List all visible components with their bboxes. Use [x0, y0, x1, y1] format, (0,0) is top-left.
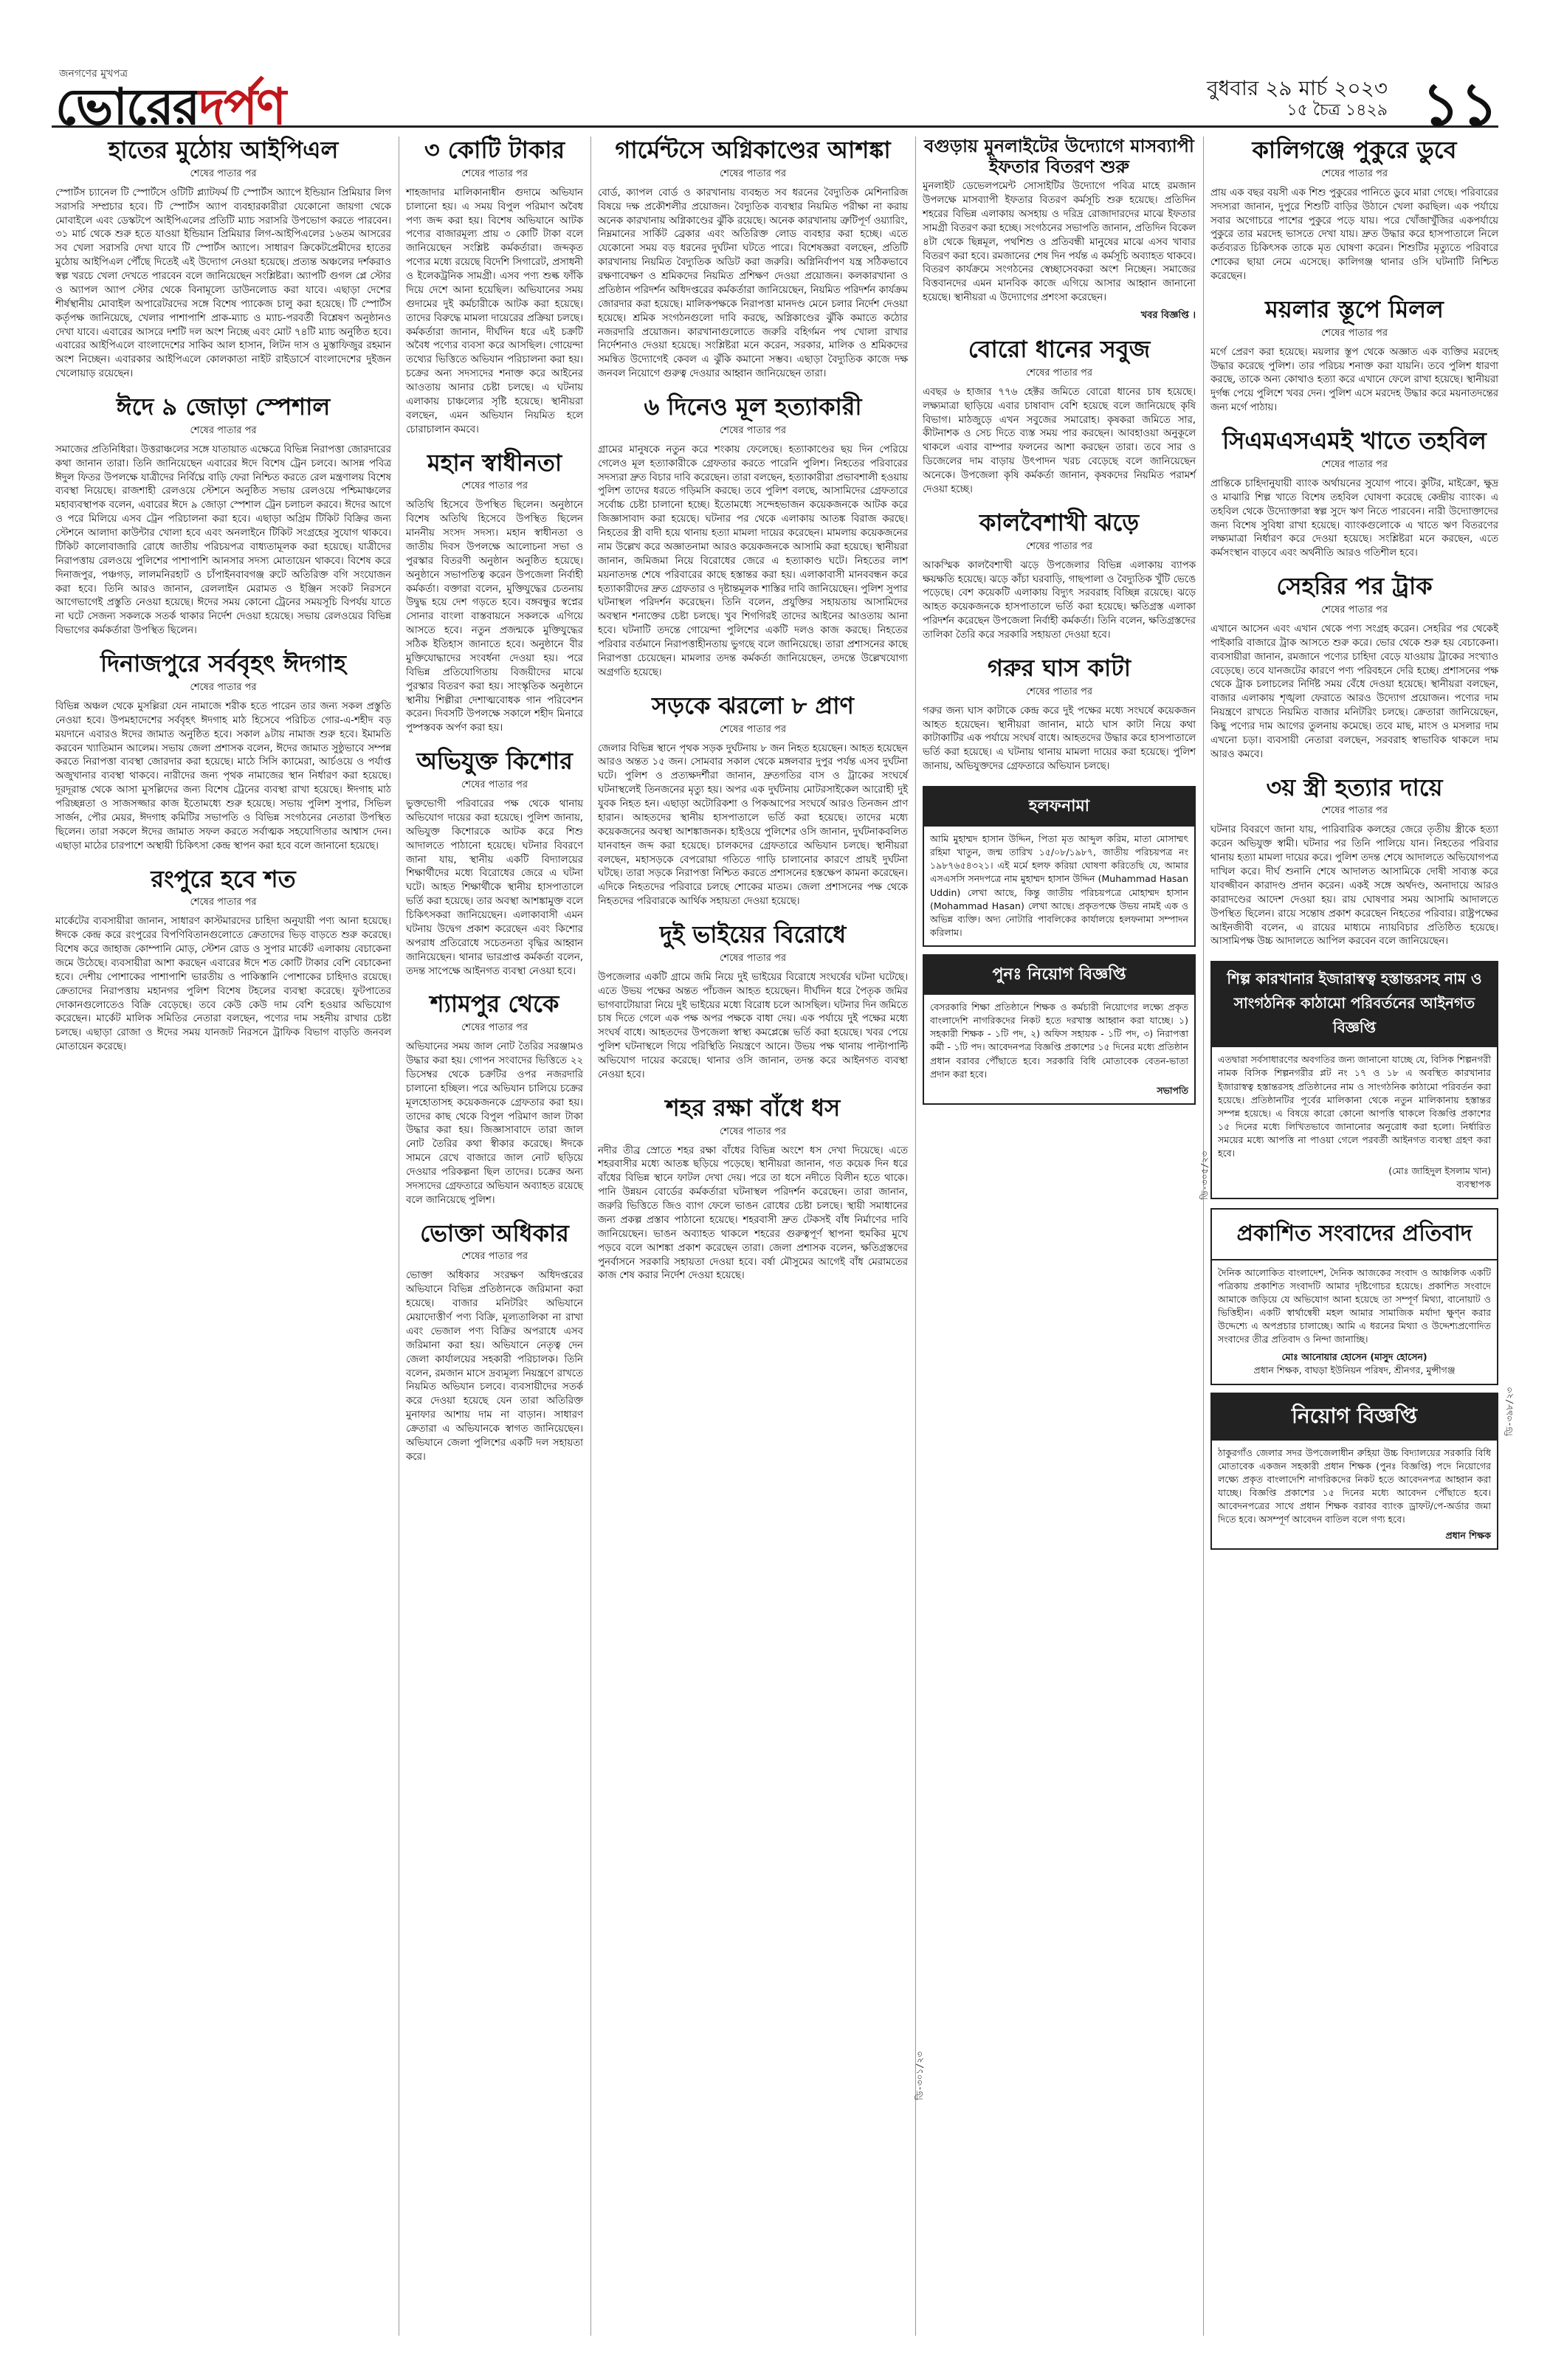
story-headline: রংপুরে হবে শত — [151, 864, 296, 893]
story-three-crore — [406, 137, 583, 438]
story-headline: কালিগঞ্জে পুকুরে ডুবে — [1252, 136, 1457, 164]
notice-title: নিয়োগ বিজ্ঞপ্তি — [1212, 1394, 1497, 1441]
story-ipl — [55, 137, 391, 382]
story-body: মুনলাইট ডেভেলপমেন্ট সোসাইটির উদ্যোগে পবিত্র মাহে রমজান উপলক্ষে মাসব্যাপী ইফতার বিতরণ কর্মসূচি শুরু হয়েছে। প্রতিদিন শহরের বিভিন্ন এলাকায় অসহায় ও দরিদ্র রোজাদারদের মাঝে ইফতার সামগ্রী বিতরণ করা হচ্ছে। সংগঠনের সভাপতি জানান, প্রতিদিন বিকেল ৪টা থেকে ছিন্নমূল, পথশিশু ও প্রতিবন্ধী মানুষের মাঝে এসব খাবার বিতরণ করা হবে। রমজানের শেষ দিন পর্যন্ত এ কর্মসূচি অব্যাহত থাকবে। বিতরণ কার্যক্রমে সংগঠনের স্বেচ্ছাসেবকরা অংশ নিচ্ছেন। সমাজের বিত্তবানদের এমন মানবিক কাজে এগিয়ে আসার আহ্বান জানানো হয়েছে। স্থানীয়রা এ উদ্যোগের প্রশংসা করেছেন। — [923, 181, 1196, 304]
story-grass — [923, 655, 1196, 774]
story-garbage — [1210, 296, 1498, 415]
ad-code-stamp: ডি-৩০১/২৩ — [914, 2052, 925, 2100]
column-3 — [598, 137, 908, 1295]
story-body: এখানে আসেন এবং এখান থেকে পণ্য সংগ্রহ করেন। সেহরির পর থেকেই পাইকারি বাজারে ট্রাক আসতে শুরু করে। ভোর থেকে শুরু হয় বেচাকেনা। ব্যবসায়ীরা জানান, রমজানে পণ্যের চাহিদা বেড়ে যাওয়ায় ট্রাকের সংখ্যাও বেড়েছে। তবে যানজটের কারণে পণ্য পরিবহনে দেরি হচ্ছে। প্রশাসনের পক্ষ থেকে ট্রাক চলাচলের নির্দিষ্ট সময় বেঁধে দেওয়া হয়েছে। স্থানীয়রা বলছেন, বাজার এলাকায় শৃঙ্খলা ফেরাতে আরও উদ্যোগ প্রয়োজন। পণ্যের দাম নিয়ন্ত্রণে রাখতে নিয়মিত বাজার মনিটরিং চলছে। ক্রেতারা জানিয়েছেন, কিছু পণ্যের দাম আগের তুলনায় কমেছে। তবে মাছ, মাংস ও মসলার দাম এখনো চড়া। ব্যবসায়ী নেতারা বলছেন, সরবরাহ স্বাভাবিক থাকলে দাম আরও কমবে। — [1210, 623, 1498, 760]
story-headline: সড়কে ঝরলো ৮ প্রাণ — [652, 691, 854, 720]
story-continuation: শেষের পাতার পর — [461, 480, 528, 492]
story-continuation: শেষের পাতার পর — [190, 424, 257, 436]
logo-word-1: ভোরের — [55, 78, 199, 137]
story-body: প্রায় এক বছর বয়সী এক শিশু পুকুরের পানিতে ডুবে মারা গেছে। পরিবারের সদস্যরা জানান, দুপুরে শিশুটি বাড়ির উঠানে খেলা করছিল। এক পর্যায়ে সবার অগোচরে পাশের পুকুরে পড়ে যায়। পরে খোঁজাখুঁজির একপর্যায়ে পুকুরে তার মরদেহ ভাসতে দেখা যায়। দ্রুত উদ্ধার করে হাসপাতালে নিলে কর্তব্যরত চিকিৎসক তাকে মৃত ঘোষণা করেন। শিশুটির মৃত্যুতে পরিবারে শোকের ছায়া নেমে এসেছে। কালিগঞ্জ থানার ওসি ঘটনাটি নিশ্চিত করেছেন। — [1210, 187, 1498, 283]
notice-body: আমি মুহাম্মদ হাসান উদ্দিন, পিতা মৃত আব্দুল করিম, মাতা মোসাম্মৎ রহিমা খাতুন, জন্ম তারিখ ১৫/০৮/১৯৮৭, জাতীয় পরিচয়পত্র নং ১৯৮৭৬৫৪৩২১। এই মর্মে হলফ করিয়া ঘোষণা করিতেছি যে, আমার এসএসসি সনদপত্রে নাম মুহাম্মদ হাসান উদ্দিন (Muhammad Hasan Uddin) লেখা আছে, কিন্তু জাতীয় পরিচয়পত্রে মোহাম্মদ হাসান (Mohammad Hasan) লেখা আছে। প্রকৃতপক্ষে উভয় নামই এক ও অভিন্ন ব্যক্তি। অদ্য নোটারি পাবলিকের কার্যালয়ে হলফনামা সম্পাদন করিলাম। — [930, 833, 1188, 938]
story-body: নদীর তীব্র স্রোতে শহর রক্ষা বাঁধের বিভিন্ন অংশে ধস দেখা দিয়েছে। এতে শহরবাসীর মধ্যে আতঙ্ক ছড়িয়ে পড়েছে। স্থানীয়রা জানান, গত কয়েক দিন ধরে বাঁধের বিভিন্ন স্থানে ফাটল দেখা দেয়। পরে তা ধসে নদীতে বিলীন হতে থাকে। পানি উন্নয়ন বোর্ডের কর্মকর্তারা ঘটনাস্থল পরিদর্শন করেছেন। তারা জানান, জরুরি ভিত্তিতে জিও ব্যাগ ফেলে ভাঙন রোধের চেষ্টা চলছে। স্থায়ী সমাধানের জন্য প্রকল্প প্রস্তাব পাঠানো হয়েছে। শহরবাসী দ্রুত টেকসই বাঁধ নির্মাণের দাবি জানিয়েছেন। ভাঙন অব্যাহত থাকলে শহরের গুরুত্বপূর্ণ স্থাপনা হুমকির মুখে পড়বে বলে আশঙ্কা প্রকাশ করেছেন তারা। জেলা প্রশাসক বলেন, ক্ষতিগ্রস্তদের পুনর্বাসনে সরকারি সহায়তা দেওয়া হবে। বর্ষা মৌসুমের আগেই বাঁধ মেরামতের কাজ শেষ করার নির্দেশ দেওয়া হয়েছে। — [598, 1145, 908, 1282]
affidavit-notice — [923, 786, 1196, 947]
story-sehri-truck — [1210, 573, 1498, 762]
page-number: ১১ — [1422, 70, 1498, 139]
masthead-tagline: জনগণের মুখপত্র — [59, 68, 128, 80]
column-rule — [915, 137, 916, 2336]
story-continuation: শেষের পাতার পর — [719, 424, 787, 436]
story-headline: ভোক্তা অধিকার — [420, 1218, 569, 1247]
masthead — [52, 52, 1498, 139]
story-body: স্পোর্টস চ্যানেল টি স্পোর্টসে ওটিটি প্ল্যাটফর্ম টি স্পোর্টস অ্যাপে ইন্ডিয়ান প্রিমিয়ার লিগ সরাসরি সম্প্রচার হবে। টি স্পোর্টস অ্যাপ ব্যবহারকারীরা যেকোনো জায়গা থেকে মোবাইলে এবং ডেস্কটপে আইপিএলের প্রতিটি ম্যাচ সরাসরি উপভোগ করতে পারবেন। ৩১ মার্চ থেকে শুরু হতে যাওয়া ইন্ডিয়ান প্রিমিয়ার লিগ-আইপিএলের ১৬তম আসরের সব খেলা সরাসরি দেখা যাবে টি স্পোর্টস অ্যাপে। সাধারণ ক্রিকেটপ্রেমীদের হাতের মুঠোয় আইপিএল পৌঁছে দিতেই এই উদ্যোগ নেওয়া হয়েছে। প্রত্যন্ত অঞ্চলের দর্শকরাও স্বল্প খরচে খেলা দেখতে পারবেন বলে জানিয়েছেন সংশ্লিষ্টরা। অ্যাপটি গুগল প্লে স্টোর ও অ্যাপল অ্যাপ স্টোর থেকে বিনামূল্যে ডাউনলোড করা যাবে। এছাড়া দেশের শীর্ষস্থানীয় মোবাইল অপারেটরদের সঙ্গে বিশেষ প্যাকেজ চালু করা হয়েছে। টি স্পোর্টস কর্তৃপক্ষ জানিয়েছে, খেলার পাশাপাশি প্রাক-ম্যাচ ও ম্যাচ-পরবর্তী বিশ্লেষণ অনুষ্ঠানও দেখা যাবে। এবারের আসরে দশটি দল অংশ নিচ্ছে এবং মোট ৭৪টি ম্যাচ অনুষ্ঠিত হবে। এবারের আইপিএলে বাংলাদেশের সাকিব আল হাসান, লিটন দাস ও মুস্তাফিজুর রহমান অংশ নিচ্ছেন। এবারকার আইপিএলে কোলকাতা নাইট রাইডার্সে বাংলাদেশের দুইজন খেলোয়াড় রয়েছেন। — [55, 187, 391, 380]
story-wife-murder — [1210, 774, 1498, 950]
story-brothers — [598, 921, 908, 1083]
story-continuation: শেষের পাতার পর — [1320, 327, 1388, 339]
appointment-notice — [1210, 1393, 1498, 1551]
story-consumer — [406, 1220, 583, 1465]
story-headline: মহান স্বাধীনতা — [427, 448, 562, 477]
story-body: ঘটনার বিবরণে জানা যায়, পারিবারিক কলহের জেরে তৃতীয় স্ত্রীকে হত্যা করেন অভিযুক্ত স্বামী। ঘটনার পর তিনি পালিয়ে যান। নিহতের পরিবার থানায় হত্যা মামলা দায়ের করে। পুলিশ তদন্ত শেষে আদালতে অভিযোগপত্র দাখিল করে। দীর্ঘ শুনানি শেষে আদালত আসামিকে দোষী সাব্যস্ত করে যাবজ্জীবন কারাদণ্ড প্রদান করেন। একই সঙ্গে অর্থদণ্ড, অনাদায়ে আরও কারাদণ্ডের আদেশ দেওয়া হয়। রায় ঘোষণার সময় আসামি আদালতে উপস্থিত ছিলেন। রায়ে সন্তোষ প্রকাশ করেছেন নিহতের পরিবার। রাষ্ট্রপক্ষের আইনজীবী বলেন, এ রায়ের মাধ্যমে ন্যায়বিচার প্রতিষ্ঠিত হয়েছে। আসামিপক্ষ উচ্চ আদালতে আপিল করবেন বলে জানিয়েছেন। — [1210, 824, 1498, 948]
story-body: অভিযানের সময় জাল নোট তৈরির সরঞ্জামও উদ্ধার করা হয়। গোপন সংবাদের ভিত্তিতে ২২ ডিসেম্বর থেকে চক্রটির ওপর নজরদারি চালানো হচ্ছিল। পরে অভিযান চালিয়ে চক্রের মূলহোতাসহ কয়েকজনকে গ্রেফতার করা হয়। তাদের কাছ থেকে বিপুল পরিমাণ জাল টাকা উদ্ধার করা হয়। জিজ্ঞাসাবাদে তারা জাল নোট তৈরির কথা স্বীকার করেছে। ঈদকে সামনে রেখে বাজারে জাল নোট ছড়িয়ে দেওয়ার পরিকল্পনা ছিল তাদের। চক্রের অন্য সদস্যদের গ্রেফতারে অভিযান অব্যাহত রয়েছে বলে জানিয়েছে পুলিশ। — [406, 1041, 583, 1206]
story-body: জেলার বিভিন্ন স্থানে পৃথক সড়ক দুর্ঘটনায় ৮ জন নিহত হয়েছেন। আহত হয়েছেন আরও অন্তত ১৫ জন। সোমবার সকাল থেকে মঙ্গলবার দুপুর পর্যন্ত এসব দুর্ঘটনা ঘটে। পুলিশ ও প্রত্যক্ষদর্শীরা জানান, দ্রুতগতির বাস ও ট্রাকের সংঘর্ষে ঘটনাস্থলেই তিনজনের মৃত্যু হয়। অপর এক দুর্ঘটনায় মোটরসাইকেল আরোহী দুই যুবক নিহত হন। এছাড়া অটোরিকশা ও পিকআপের সংঘর্ষে আরও তিনজন প্রাণ হারান। আহতদের স্থানীয় হাসপাতালে ভর্তি করা হয়েছে। তাদের মধ্যে কয়েকজনের অবস্থা আশঙ্কাজনক। হাইওয়ে পুলিশের ওসি জানান, দুর্ঘটনাকবলিত যানবাহন জব্দ করা হয়েছে। চালকদের গ্রেফতারে অভিযান চলছে। স্থানীয়রা বলছেন, মহাসড়কে বেপরোয়া গতিতে গাড়ি চালানোর কারণে প্রায়ই দুর্ঘটনা ঘটছে। তারা সড়কে নিরাপত্তা নিশ্চিত করতে প্রশাসনের হস্তক্ষেপ কামনা করেছেন। এদিকে নিহতদের পরিবারে চলছে শোকের মাতম। জেলা প্রশাসনের পক্ষ থেকে নিহতদের পরিবারকে আর্থিক সহায়তা দেওয়া হয়েছে। — [598, 742, 908, 908]
story-headline: কালবৈশাখী ঝড়ে — [979, 508, 1140, 537]
story-headline: বগুড়ায় মুনলাইটের উদ্যোগে মাসব্যাপী ইফতার বিতরণ শুরু — [924, 136, 1194, 177]
story-embankment — [598, 1094, 908, 1284]
notice-title: প্রকাশিত সংবাদের প্রতিবাদ — [1212, 1210, 1497, 1260]
issue-date: বুধবার ২৯ মার্চ ২০২৩ — [1206, 76, 1388, 100]
notice-content — [1212, 1260, 1497, 1384]
story-body: আকস্মিক কালবৈশাখী ঝড়ে উপজেলার বিভিন্ন এলাকায় ব্যাপক ক্ষয়ক্ষতি হয়েছে। ঝড়ে কাঁচা ঘরবাড়ি, গাছপালা ও বৈদ্যুতিক খুঁটি ভেঙে পড়েছে। বেশ কয়েকটি এলাকায় বিদ্যুৎ সরবরাহ বিচ্ছিন্ন রয়েছে। ঝড়ে আহত কয়েকজনকে হাসপাতালে ভর্তি করা হয়েছে। ক্ষতিগ্রস্ত এলাকা পরিদর্শন করেছেন উপজেলা নির্বাহী কর্মকর্তা। তিনি বলেন, ক্ষতিগ্রস্তদের তালিকা তৈরি করে সরকারি সহায়তা দেওয়া হবে। — [923, 559, 1196, 641]
story-continuation: শেষের পাতার পর — [461, 779, 528, 791]
story-headline: ৩ কোটি টাকার — [424, 136, 565, 164]
story-continuation: শেষের পাতার পর — [1320, 604, 1388, 615]
story-headline: ঈদে ৯ জোড়া স্পেশাল — [116, 393, 331, 421]
story-headline: হাতের মুঠোয় আইপিএল — [108, 136, 339, 164]
notice-body: বেসরকারি শিক্ষা প্রতিষ্ঠানে শিক্ষক ও কর্মচারী নিয়োগের লক্ষ্যে প্রকৃত বাংলাদেশি নাগরিকদের নিকট হতে দরখাস্ত আহ্বান করা যাচ্ছে। ১) সহকারী শিক্ষক - ১টি পদ, ২) অফিস সহায়ক - ১টি পদ, ৩) নিরাপত্তা কর্মী - ১টি পদ। আবেদনপত্র বিজ্ঞপ্তি প্রকাশের ১৫ দিনের মধ্যে প্রতিষ্ঠান প্রধান বরাবর পৌঁছাতে হবে। সরকারি বিধি মোতাবেক বেতন-ভাতা প্রদান করা হবে। — [930, 1001, 1188, 1080]
story-sme-fund — [1210, 427, 1498, 561]
story-body: বিভিন্ন অঞ্চল থেকে মুসল্লিরা যেন নামাজে শরীক হতে পারেন তার জন্য সকল প্রস্তুতি নেওয়া হবে। উপমহাদেশের সর্ববৃহৎ ঈদগাহ মাঠ হিসেবে পরিচিত গোর-এ-শহীদ বড় ময়দানে এবারও ঈদের জামাত অনুষ্ঠিত হবে। সকাল ৯টায় নামাজ শুরু হবে। ইমামতি করবেন খ্যাতিমান আলেম। সভায় জেলা প্রশাসক বলেন, ঈদের জামাত সুষ্ঠুভাবে সম্পন্ন করতে নিরাপত্তা ব্যবস্থা জোরদার করা হয়েছে। মাঠে সিসি ক্যামেরা, আর্চওয়ে ও পর্যাপ্ত অজুখানার ব্যবস্থা থাকবে। নারীদের জন্য পৃথক নামাজের স্থান নির্ধারণ করা হয়েছে। দূরদূরান্ত থেকে আসা মুসল্লিদের জন্য বিশেষ ট্রেনের ব্যবস্থা রাখা হয়েছে। ঈদগাহ মাঠ পরিচ্ছন্নতা ও সাজসজ্জার কাজ ইতোমধ্যে শুরু হয়েছে। সভায় পুলিশ সুপার, সিভিল সার্জন, পৌর মেয়র, ঈদগাহ কমিটির সভাপতি ও বিভিন্ন সংগঠনের নেতারা উপস্থিত ছিলেন। তারা সকলে ঈদের জামাত সফল করতে সর্বাত্মক সহযোগিতার আশ্বাস দেন। এছাড়া মাঠের চারপাশে অস্থায়ী চিকিৎসা কেন্দ্র স্থাপন করা হবে বলে জানানো হয়েছে। — [55, 700, 391, 852]
story-rangpur — [55, 866, 391, 1055]
notice-body: এতদ্বারা সর্বসাধারণের অবগতির জন্য জানানো যাচ্ছে যে, বিসিক শিল্পনগরী নামক বিসিক শিল্পনগরীর প্লট নং ১৭ ও ১৮ এ অবস্থিত কারখানার ইজারাস্বত্ব হস্তান্তরসহ প্রতিষ্ঠানের নাম ও সাংগঠনিক কাঠামো পরিবর্তন করা হয়েছে। প্রতিষ্ঠানটির পূর্বের মালিকানা থেকে নতুন মালিকানায় হস্তান্তর সম্পন্ন হয়েছে। এ বিষয়ে কারো কোনো আপত্তি থাকলে বিজ্ঞপ্তি প্রকাশের ১৫ দিনের মধ্যে লিখিতভাবে জানানোর অনুরোধ করা হলো। নির্ধারিত সময়ের মধ্যে আপত্তি না পাওয়া গেলে পরবর্তী আইনগত ব্যবস্থা গ্রহণ করা হবে। — [1218, 1054, 1491, 1159]
story-independence — [406, 449, 583, 737]
story-continuation: শেষের পাতার পর — [461, 1251, 528, 1263]
story-continuation: শেষের পাতার পর — [719, 723, 787, 735]
story-headline: ময়লার স্তূপে মিলল — [1265, 294, 1444, 323]
column-2 — [406, 137, 583, 1477]
story-continuation: শেষের পাতার পর — [190, 897, 257, 908]
notice-title: শিল্প কারখানার ইজারাস্বত্ব হস্তান্তরসহ নাম ও সাংগঠনিক কাঠামো পরিবর্তনের আইনগত বিজ্ঞপ্তি — [1212, 962, 1497, 1047]
column-rule — [1203, 137, 1204, 2336]
notice-content — [924, 995, 1194, 1103]
story-continuation: শেষের পাতার পর — [719, 952, 787, 964]
story-headline: গার্মেন্টসে অগ্নিকাণ্ডের আশঙ্কা — [615, 136, 891, 164]
story-murder — [598, 393, 908, 680]
story-headline: দিনাজপুরে সর্ববৃহৎ ঈদগাহ — [100, 649, 346, 678]
story-continuation: শেষের পাতার পর — [461, 1022, 528, 1034]
notice-title: হলফনামা — [924, 787, 1194, 827]
story-continuation: শেষের পাতার পর — [190, 681, 257, 693]
story-boro — [923, 336, 1196, 497]
story-headline: ৬ দিনেও মূল হত্যাকারী — [644, 393, 862, 421]
story-body: অতিথি হিসেবে উপস্থিত ছিলেন। অনুষ্ঠানে বিশেষ অতিথি হিসেবে উপস্থিত ছিলেন মাননীয় সংসদ সদস্য। মহান স্বাধীনতা ও জাতীয় দিবস উপলক্ষে আলোচনা সভা ও পুরস্কার বিতরণী অনুষ্ঠান অনুষ্ঠিত হয়েছে। অনুষ্ঠানে সভাপতিত্ব করেন উপজেলা নির্বাহী কর্মকর্তা। বক্তারা বলেন, মুক্তিযুদ্ধের চেতনায় উদ্বুদ্ধ হয়ে দেশ গড়তে হবে। বঙ্গবন্ধুর স্বপ্নের সোনার বাংলা বাস্তবায়নে সকলকে এগিয়ে আসতে হবে। নতুন প্রজন্মকে মুক্তিযুদ্ধের সঠিক ইতিহাস জানাতে হবে। অনুষ্ঠানে বীর মুক্তিযোদ্ধাদের সংবর্ধনা দেওয়া হয়। পরে বিভিন্ন প্রতিযোগিতায় বিজয়ীদের মাঝে পুরস্কার বিতরণ করা হয়। সাংস্কৃতিক অনুষ্ঠানে স্থানীয় শিল্পীরা দেশাত্মবোধক গান পরিবেশন করেন। দিবসটি উপলক্ষে সকালে শহীদ মিনারে পুষ্পস্তবক অর্পণ করা হয়। — [406, 500, 583, 734]
story-headline: বোরো ধানের সবুজ — [968, 335, 1151, 364]
notice-content — [1212, 1441, 1497, 1549]
story-continuation: শেষের পাতার পর — [1320, 168, 1388, 179]
story-continuation: শেষের পাতার পর — [719, 168, 787, 179]
story-headline: অভিযুক্ত কিশোর — [416, 747, 573, 776]
story-headline: দুই ভাইয়ের বিরোধে — [659, 920, 847, 949]
story-body: প্রান্তিকে চাহিদানুযায়ী ব্যাংক অর্থায়নের সুযোগ পাবে। কুটির, মাইক্রো, ক্ষুদ্র ও মাঝারি শিল্প খাতে বিশেষ তহবিল ঘোষণা করেছে কেন্দ্রীয় ব্যাংক। এ তহবিল থেকে উদ্যোক্তারা স্বল্প সুদে ঋণ নিতে পারবেন। নারী উদ্যোক্তাদের জন্য বিশেষ সুবিধা রাখা হয়েছে। ব্যাংকগুলোকে এ খাতে ঋণ বিতরণের লক্ষ্যমাত্রা নির্ধারণ করে দেওয়া হয়েছে। সংশ্লিষ্টরা মনে করছেন, এতে কর্মসংস্থান বাড়বে এবং অর্থনীতি আরও গতিশীল হবে। — [1210, 477, 1498, 559]
column-1 — [55, 137, 391, 1066]
story-body: শাহজাদার মালিকানাধীন গুদামে অভিযান চালানো হয়। এ সময় বিপুল পরিমাণ অবৈধ পণ্য জব্দ করা হয়। বিশেষ অভিযানে আটক পণ্যের বাজারমূল্য প্রায় ৩ কোটি টাকা বলে জানিয়েছেন সংশ্লিষ্ট কর্মকর্তারা। জব্দকৃত পণ্যের মধ্যে রয়েছে বিদেশি সিগারেট, প্রসাধনী ও ইলেকট্রনিক সামগ্রী। এসব পণ্য শুল্ক ফাঁকি দিয়ে দেশে আনা হয়েছিল। অভিযানের সময় গুদামের দুই কর্মচারীকে আটক করা হয়েছে। তাদের বিরুদ্ধে মামলা দায়েরের প্রক্রিয়া চলছে। কর্মকর্তারা জানান, দীর্ঘদিন ধরে এই চক্রটি অবৈধ পণ্যের ব্যবসা করে আসছিল। গোয়েন্দা তথ্যের ভিত্তিতে অভিযান পরিচালনা করা হয়। চক্রের অন্য সদস্যদের শনাক্ত করে আইনের আওতায় আনার চেষ্টা চলছে। এ ঘটনায় এলাকায় চাঞ্চল্যের সৃষ্টি হয়েছে। স্থানীয়রা বলছেন, এমন অভিযান নিয়মিত হলে চোরাচালান কমবে। — [406, 187, 583, 435]
story-dinajpur — [55, 650, 391, 853]
story-headline: সেহরির পর ট্রাক — [1276, 572, 1433, 601]
story-body: মার্কেটের ব্যবসায়ীরা জানান, সাধারণ কাস্টমারদের চাহিদা অনুযায়ী পণ্য আনা হয়েছে। ঈদকে কেন্দ্র করে রংপুরের বিপণিবিতানগুলোতে ক্রেতাদের ভিড় বাড়তে শুরু করেছে। বিশেষ করে জাহাজ কোম্পানি মোড়, স্টেশন রোড ও সুপার মার্কেট এলাকায় বেচাকেনা জমে উঠেছে। ব্যবসায়ীরা আশা করছেন এবারের ঈদে শত কোটি টাকার বেশি বেচাকেনা হবে। দেশীয় পোশাকের পাশাপাশি ভারতীয় ও পাকিস্তানি পোশাকের চাহিদাও রয়েছে। ক্রেতাদের নিরাপত্তায় মহানগর পুলিশ বিশেষ টহলের ব্যবস্থা করেছে। ফুটপাতের দোকানগুলোতেও বিক্রি বেড়েছে। তবে কেউ কেউ দাম বেশি হওয়ার অভিযোগ করেছেন। মার্কেট মালিক সমিতির নেতারা বলছেন, পণ্যের দাম সহনীয় রাখার চেষ্টা চলছে। এছাড়া রোজা ও ঈদের সময় যানজট নিরসনে ট্রাফিক বিভাগ বাড়তি জনবল মোতায়েন করেছে। — [55, 916, 391, 1053]
story-body: উপজেলার একটি গ্রামে জমি নিয়ে দুই ভাইয়ের বিরোধে সংঘর্ষের ঘটনা ঘটেছে। এতে উভয় পক্ষের অন্তত পাঁচজন আহত হয়েছেন। দীর্ঘদিন ধরে পৈতৃক জমির ভাগবাটোয়ারা নিয়ে দুই ভাইয়ের মধ্যে বিরোধ চলে আসছিল। ঘটনার দিন জমিতে চাষ দিতে গেলে এক পক্ষ অপর পক্ষকে বাধা দেয়। এক পর্যায়ে দুই পক্ষের মধ্যে সংঘর্ষ বাধে। আহতদের উপজেলা স্বাস্থ্য কমপ্লেক্সে ভর্তি করা হয়েছে। খবর পেয়ে পুলিশ ঘটনাস্থলে গিয়ে পরিস্থিতি নিয়ন্ত্রণে আনে। উভয় পক্ষ থানায় পাল্টাপাল্টি অভিযোগ দায়ের করেছে। থানার ওসি জানান, তদন্ত করে আইনগত ব্যবস্থা নেওয়া হবে। — [598, 971, 908, 1080]
story-body: মর্গে প্রেরণ করা হয়েছে। ময়লার স্তূপ থেকে অজ্ঞাত এক ব্যক্তির মরদেহ উদ্ধার করেছে পুলিশ। তার পরিচয় শনাক্ত করা যায়নি। তবে পুলিশ ধারণা করছে, তাকে অন্য কোথাও হত্যা করে এখানে ফেলে রাখা হয়েছে। স্থানীয়রা দুর্গন্ধ পেয়ে পুলিশে খবর দেন। পুলিশ এসে মরদেহ উদ্ধার করে ময়নাতদন্তের জন্য মর্গে পাঠায়। — [1210, 346, 1498, 414]
story-continuation: শেষের পাতার পর — [1025, 686, 1093, 697]
notice-signer: সভাপতি — [1157, 1084, 1188, 1096]
notice-body: ঠাকুরগাঁও জেলার সদর উপজেলাধীন রুহিয়া উচ্চ বিদ্যালয়ের সরকারি বিধি মোতাবেক একজন সহকারী প্রধান শিক্ষক (পুনঃ বিজ্ঞপ্তি) পদে নিয়োগের লক্ষ্যে প্রকৃত বাংলাদেশি নাগরিকদের নিকট হতে আবেদনপত্র আহ্বান করা যাচ্ছে। বিজ্ঞপ্তি প্রকাশের ১৫ দিনের মধ্যে আবেদন পৌঁছাতে হবে। আবেদনপত্রের সাথে প্রধান শিক্ষক বরাবর ব্যাংক ড্রাফট/পে-অর্ডার জমা দিতে হবে। অসম্পূর্ণ আবেদন বাতিল বলে গণ্য হবে। — [1218, 1446, 1491, 1525]
story-continuation: শেষের পাতার পর — [461, 168, 528, 179]
ad-code-stamp: ডি-৩৯৮/২৩ — [1504, 1387, 1515, 1436]
column-rule — [590, 137, 591, 2336]
notice-signer: (মোঃ জাহিদুল ইসলাম খান) — [1388, 1165, 1491, 1177]
logo-word-2: দর্পণ — [199, 78, 286, 137]
story-body: এবছর ৬ হাজার ৭৭৬ হেক্টর জমিতে বোরো ধানের চাষ হয়েছে। লক্ষ্যমাত্রা ছাড়িয়ে এবার চাষাবাদ বেশি হয়েছে বলে জানিয়েছে কৃষি বিভাগ। মাঠজুড়ে এখন সবুজের সমারোহ। কৃষকরা জমিতে সার, কীটনাশক ও সেচ দিতে ব্যস্ত সময় পার করছেন। আবহাওয়া অনুকূলে থাকলে এবার বাম্পার ফলনের আশা করছেন তারা। তবে সার ও ডিজেলের দাম বাড়ায় উৎপাদন খরচ বেড়েছে বলে জানিয়েছেন অনেকে। উপজেলা কৃষি কর্মকর্তা জানান, কৃষকদের নিয়মিত পরামর্শ দেওয়া হচ্ছে। — [923, 386, 1196, 495]
ad-code-stamp: ডি-৩০৫/২৩ — [1199, 1151, 1210, 1200]
story-continuation: শেষের পাতার পর — [1025, 367, 1093, 379]
story-eid-train — [55, 393, 391, 638]
story-headline: গরুর ঘাস কাটা — [988, 653, 1131, 682]
story-headline: ৩য় স্ত্রী হত্যার দায়ে — [1266, 773, 1443, 801]
story-body: ভুক্তভোগী পরিবারের পক্ষ থেকে থানায় অভিযোগ দায়ের করা হয়েছে। পুলিশ জানায়, অভিযুক্ত কিশোরকে আটক করে শিশু আদালতে পাঠানো হয়েছে। ঘটনার বিবরণে জানা যায়, স্থানীয় একটি বিদ্যালয়ের শিক্ষার্থীদের মধ্যে বিরোধের জেরে এ ঘটনা ঘটে। আহত শিক্ষার্থীকে স্থানীয় হাসপাতালে ভর্তি করা হয়েছে। তার অবস্থা আশঙ্কামুক্ত বলে চিকিৎসকরা জানিয়েছেন। এলাকাবাসী এমন ঘটনায় উদ্বেগ প্রকাশ করেছেন এবং কিশোর অপরাধ প্রতিরোধে সচেতনতা বৃদ্ধির আহ্বান জানিয়েছেন। থানার ভারপ্রাপ্ত কর্মকর্তা বলেন, তদন্ত সাপেক্ষে আইনগত ব্যবস্থা নেওয়া হবে। — [406, 798, 583, 977]
story-road — [598, 692, 908, 909]
story-bogura — [923, 137, 1196, 324]
story-headline: সিএমএসএমই খাতে তহবিল — [1222, 427, 1487, 455]
lease-transfer-notice — [1210, 961, 1498, 1198]
story-body: বোর্ড, ক্যাপল বোর্ড ও কারখানায় ব্যবহৃত সব ধরনের বৈদ্যুতিক মেশিনারিজ বিষয়ে দক্ষ প্রকৌশলীর প্রয়োজন। বৈদ্যুতিক ব্যবস্থার নিয়মিত পরীক্ষা না করায় অনেক কারখানায় অগ্নিকাণ্ডের ঝুঁকি রয়েছে। অনেক কারখানায় ত্রুটিপূর্ণ ওয়্যারিং, নিম্নমানের সার্কিট ব্রেকার এবং অতিরিক্ত লোড ব্যবহার করা হচ্ছে। এতে যেকোনো সময় বড় ধরনের দুর্ঘটনা ঘটতে পারে। বিশেষজ্ঞরা বলছেন, প্রতিটি কারখানায় নিয়মিত বৈদ্যুতিক অডিট করা জরুরি। অগ্নিনির্বাপণ যন্ত্র সঠিকভাবে রক্ষণাবেক্ষণ ও শ্রমিকদের নিয়মিত প্রশিক্ষণ দেওয়া প্রয়োজন। কলকারখানা ও প্রতিষ্ঠান পরিদর্শন অধিদপ্তরের কর্মকর্তারা জানিয়েছেন, নিয়মিত পরিদর্শন কার্যক্রম জোরদার করা হয়েছে। মালিকপক্ষকে নিরাপত্তা মানদণ্ড মেনে চলার নির্দেশ দেওয়া হয়েছে। শ্রমিক সংগঠনগুলো দাবি করছে, অগ্নিকাণ্ডের ঝুঁকি কমাতে কঠোর নজরদারি প্রয়োজন। কারখানাগুলোতে জরুরি বহির্গমন পথ খোলা রাখার নির্দেশনাও দেওয়া হয়েছে। সংশ্লিষ্টরা মনে করেন, সরকার, মালিক ও শ্রমিকদের সমন্বিত উদ্যোগেই কেবল এ ঝুঁকি কমানো সম্ভব। এছাড়া বৈদ্যুতিক কাজে দক্ষ জনবল নিয়োগে গুরুত্ব দেওয়ার আহ্বান জানিয়েছেন তারা। — [598, 187, 908, 380]
rejoinder-notice — [1210, 1208, 1498, 1385]
notice-signer-title: প্রধান শিক্ষক, বাঘড়া ইউনিয়ন পরিষদ, শ্রীনগর, মুন্সীগঞ্জ — [1253, 1365, 1456, 1376]
story-body: গরুর জন্য ঘাস কাটাকে কেন্দ্র করে দুই পক্ষের মধ্যে সংঘর্ষে কয়েকজন আহত হয়েছেন। স্থানীয়রা জানান, মাঠে ঘাস কাটা নিয়ে কথা কাটাকাটির এক পর্যায়ে সংঘর্ষ বাধে। আহতদের উদ্ধার করে হাসপাতালে ভর্তি করা হয়েছে। এ ঘটনায় থানায় মামলা দায়ের করা হয়েছে। পুলিশ জানায়, অভিযুক্তদের গ্রেফতারে অভিযান চলছে। — [923, 705, 1196, 773]
notice-body: দৈনিক আলোকিত বাংলাদেশ, দৈনিক আজকের সংবাদ ও আঞ্চলিক একটি পত্রিকায় প্রকাশিত সংবাদটি আমার দৃষ্টিগোচর হয়েছে। প্রকাশিত সংবাদে আমাকে জড়িয়ে যে অভিযোগ আনা হয়েছে তা সম্পূর্ণ মিথ্যা, বানোয়াট ও ভিত্তিহীন। একটি স্বার্থান্বেষী মহল আমার সামাজিক মর্যাদা ক্ষুণ্ন করার উদ্দেশ্যে এ অপপ্রচার চালাচ্ছে। আমি এ ধরনের মিথ্যা ও উদ্দেশ্যপ্রণোদিত সংবাদের তীব্র প্রতিবাদ ও নিন্দা জানাচ্ছি। — [1218, 1266, 1491, 1345]
column-4 — [923, 137, 1196, 1112]
column-5 — [1210, 137, 1498, 1557]
story-kaliganj — [1210, 137, 1498, 284]
story-headline: শ্যামপুর থেকে — [430, 990, 559, 1018]
story-garments — [598, 137, 908, 382]
story-shyampur — [406, 990, 583, 1207]
reappointment-notice — [923, 954, 1196, 1105]
story-body: ভোক্তা অধিকার সংরক্ষণ অধিদপ্তরের অভিযানে বিভিন্ন প্রতিষ্ঠানকে জরিমানা করা হয়েছে। বাজার মনিটরিং অভিযানে মেয়াদোত্তীর্ণ পণ্য বিক্রি, মূল্যতালিকা না রাখা এবং ভেজাল পণ্য বিক্রির অপরাধে এসব জরিমানা করা হয়। অভিযানে নেতৃত্ব দেন জেলা কার্যালয়ের সহকারী পরিচালক। তিনি বলেন, রমজান মাসে দ্রব্যমূল্য নিয়ন্ত্রণে রাখতে নিয়মিত অভিযান চলবে। ব্যবসায়ীদের সতর্ক করে দেওয়া হয়েছে যেন তারা অতিরিক্ত মুনাফার আশায় দাম না বাড়ান। সাধারণ ক্রেতারা এ অভিযানকে স্বাগত জানিয়েছেন। অভিযানে জেলা পুলিশের একটি দল সহায়তা করে। — [406, 1270, 583, 1463]
story-continuation: শেষের পাতার পর — [190, 168, 257, 179]
story-body: সমাজের প্রতিনিধিরা। উত্তরাঞ্চলের সঙ্গে যাতায়াত এক্ষেত্রে বিভিন্ন নিরাপত্তা জোরদারের কথা জানান তারা। তিনি জানিয়েছেন এবারের ঈদে বিশেষ ট্রেন চলবে। আসন্ন পবিত্র ঈদুল ফিতর উপলক্ষে যাত্রীদের নির্বিঘ্নে বাড়ি ফেরা নিশ্চিত করতে রেল মন্ত্রণালয় বিশেষ ব্যবস্থা নিয়েছে। রাজশাহী রেলওয়ে স্টেশনে অনুষ্ঠিত সভায় রেলওয়ে পশ্চিমাঞ্চলের মহাব্যবস্থাপক বলেন, এবারের ঈদে ৯ জোড়া স্পেশাল ট্রেন চলাচল করবে। ঈদের আগে ও পরে মিলিয়ে এসব ট্রেন পরিচালনা করা হবে। এছাড়া অগ্রিম টিকিট বিক্রির জন্য স্টেশনে আলাদা কাউন্টার খোলা হবে এবং অনলাইনে টিকিট সংগ্রহের সুযোগ থাকবে। টিকিট কালোবাজারি রোধে জাতীয় পরিচয়পত্র বাধ্যতামূলক করা হয়েছে। যাত্রীদের নিরাপত্তায় রেলওয়ে পুলিশের পাশাপাশি আনসার সদস্য মোতায়েন থাকবে। বিশেষ করে দিনাজপুর, পঞ্চগড়, লালমনিরহাট ও চাঁপাইনবাবগঞ্জ রুটে অতিরিক্ত বগি সংযোজন করা হবে। তিনি আরও জানান, রেললাইন মেরামত ও ইঞ্জিন সংকট নিরসনে আগেভাগেই প্রস্তুতি নেওয়া হয়েছে। ঈদের সময় কোনো ট্রেনের সময়সূচি বিপর্যয় যাতে না ঘটে সেজন্য সকলকে সতর্ক থাকার নির্দেশ দেওয়া হয়েছে। সভায় রেলওয়ের বিভিন্ন বিভাগের কর্মকর্তারা উপস্থিত ছিলেন। — [55, 444, 391, 637]
notice-signer-title: ব্যবস্থাপক — [1456, 1179, 1491, 1190]
story-continuation: শেষের পাতার পর — [1320, 458, 1388, 470]
story-body: গ্রামের মানুষকে নতুন করে শংকায় ফেলেছে। হত্যাকাণ্ডের ছয় দিন পেরিয়ে গেলেও মূল হত্যাকারীকে গ্রেফতার করতে পারেনি পুলিশ। নিহতের পরিবারের সদস্যরা দ্রুত বিচার দাবি করেছেন। তারা বলছেন, হত্যাকারীরা প্রভাবশালী হওয়ায় পুলিশ তাদের ধরতে গড়িমসি করছে। তবে পুলিশ বলছে, আসামিদের গ্রেফতারে সর্বোচ্চ চেষ্টা চালানো হচ্ছে। ইতোমধ্যে সন্দেহভাজন কয়েকজনকে আটক করে জিজ্ঞাসাবাদ করা হয়েছে। ঘটনার পর থেকে এলাকায় আতঙ্ক বিরাজ করছে। নিহতের স্ত্রী বাদী হয়ে থানায় হত্যা মামলা দায়ের করেছেন। মামলায় কয়েকজনের নাম উল্লেখ করে অজ্ঞাতনামা আরও কয়েকজনকে আসামি করা হয়েছে। স্থানীয়রা জানান, জমিজমা নিয়ে বিরোধের জেরে এ হত্যাকাণ্ড ঘটে। নিহতের লাশ ময়নাতদন্ত শেষে পরিবারের কাছে হস্তান্তর করা হয়। এলাকাবাসী মানববন্ধন করে হত্যাকারীদের দ্রুত গ্রেফতার ও দৃষ্টান্তমূলক শাস্তির দাবি জানিয়েছেন। পুলিশ সুপার ঘটনাস্থল পরিদর্শন করেছেন। তিনি বলেন, প্রযুক্তির সহায়তায় আসামিদের অবস্থান শনাক্তের চেষ্টা চলছে। খুব শিগগিরই তাদের আইনের আওতায় আনা হবে। ঘটনাটি তদন্তে গোয়েন্দা পুলিশের একটি দলও কাজ করছে। নিহতের পরিবার বর্তমানে নিরাপত্তাহীনতায় ভুগছে বলে জানিয়েছে। তারা প্রশাসনের কাছে নিরাপত্তা চেয়েছেন। মামলার তদন্ত কর্মকর্তা জানিয়েছেন, তদন্তে উল্লেখযোগ্য অগ্রগতি হয়েছে। — [598, 444, 908, 678]
story-kishore — [406, 748, 583, 979]
story-byline: খবর বিজ্ঞপ্তি । — [1140, 310, 1196, 322]
notice-content — [1212, 1047, 1497, 1197]
issue-date-bangla: ১৫ চৈত্র ১৪২৯ — [1286, 101, 1388, 120]
notice-signer: মোঃ আনোয়ার হোসেন (মাসুদ হোসেন) — [1281, 1351, 1427, 1363]
story-storm — [923, 509, 1196, 643]
notice-signer: প্রধান শিক্ষক — [1445, 1530, 1491, 1542]
notice-title: পুনঃ নিয়োগ বিজ্ঞপ্তি — [924, 956, 1194, 995]
story-continuation: শেষের পাতার পর — [1025, 540, 1093, 552]
story-continuation: শেষের পাতার পর — [1320, 805, 1388, 817]
story-continuation: শেষের পাতার পর — [719, 1125, 787, 1137]
story-headline: শহর রক্ষা বাঁধে ধস — [665, 1093, 841, 1122]
